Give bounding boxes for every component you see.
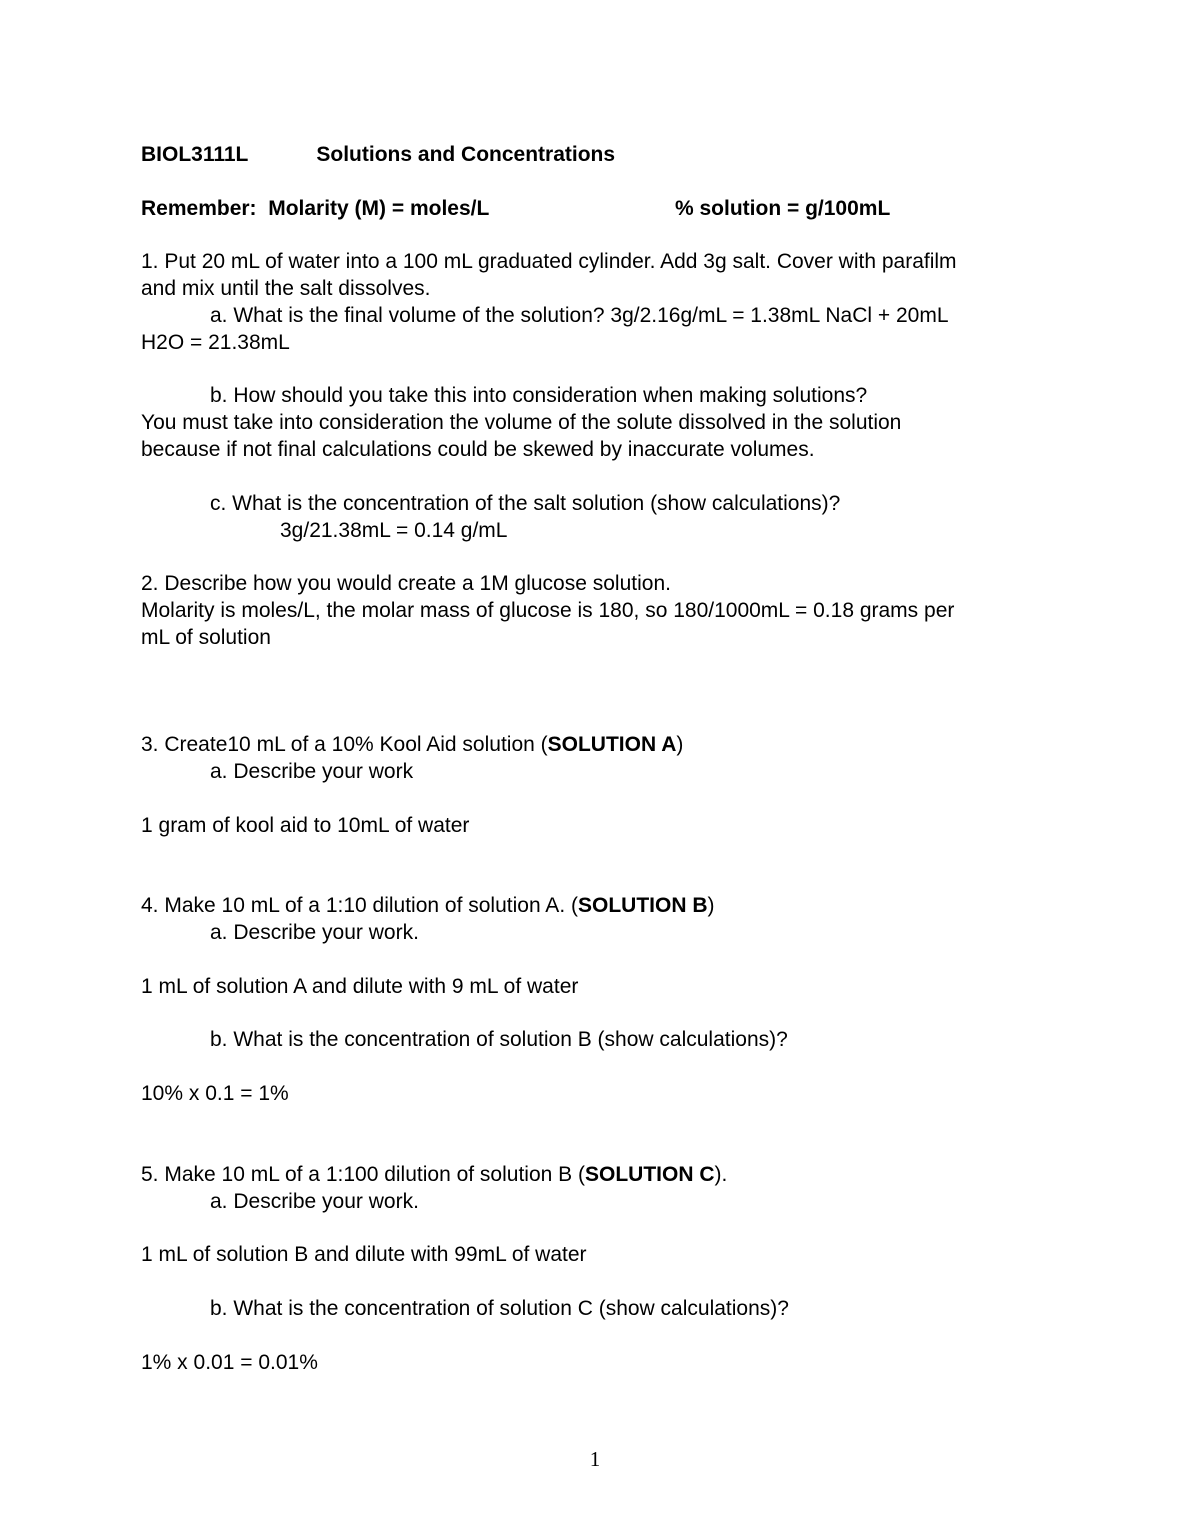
q1b-question: b. How should you take this into consideration when making solutions? (210, 384, 868, 407)
solution-b-label: SOLUTION B (577, 894, 708, 917)
page-number: 1 (589, 1447, 601, 1471)
q4b-answer: 10% x 0.1 = 1% (141, 1082, 289, 1105)
document-header (141, 141, 615, 168)
q1b-answer-line-2: because if not final calculations could be skewed by inaccurate volumes. (141, 438, 815, 461)
q3-prompt (141, 731, 683, 758)
q2-answer-line-2: mL of solution (141, 626, 271, 649)
q1-prompt-line-1: 1. Put 20 mL of water into a 100 mL graduated cylinder. Add 3g salt. Cover with parafilm (141, 250, 957, 273)
q1-prompt-line-2: and mix until the salt dissolves. (141, 277, 431, 300)
q3-prompt-text: 3. Create10 mL of a 10% Kool Aid solution ( (141, 733, 548, 756)
q5b-answer: 1% x 0.01 = 0.01% (141, 1351, 318, 1374)
q3a-answer: 1 gram of kool aid to 10mL of water (141, 814, 470, 837)
q5-prompt-close: ). (714, 1163, 728, 1186)
q5a-answer: 1 mL of solution B and dilute with 99mL of water (141, 1243, 587, 1266)
q5b-question: b. What is the concentration of solution C (show calculations)? (210, 1297, 789, 1320)
remember-line (141, 195, 1041, 222)
q3a-question: a. Describe your work (210, 760, 414, 783)
q1c-answer: 3g/21.38mL = 0.14 g/mL (280, 519, 508, 542)
q5a-question: a. Describe your work. (210, 1190, 419, 1213)
q1c-question: c. What is the concentration of the salt solution (show calculations)? (210, 492, 841, 515)
remember-molarity: Remember: Molarity (M) = moles/L (141, 197, 490, 220)
q1b-answer-line-1: You must take into consideration the volume of the solute dissolved in the solution (141, 411, 902, 434)
q4a-question: a. Describe your work. (210, 921, 419, 944)
solution-c-label: SOLUTION C (584, 1163, 715, 1186)
q3-prompt-close: ) (676, 733, 684, 756)
document-title: Solutions and Concentrations (316, 143, 616, 166)
q4-prompt (141, 892, 714, 919)
q4b-question: b. What is the concentration of solution B (show calculations)? (210, 1028, 788, 1051)
q4-prompt-close: ) (707, 894, 715, 917)
q1a-line-2: H2O = 21.38mL (141, 331, 290, 354)
remember-percent: % solution = g/100mL (675, 197, 891, 220)
q4a-answer: 1 mL of solution A and dilute with 9 mL of water (141, 975, 579, 998)
q2-answer-line-1: Molarity is moles/L, the molar mass of glucose is 180, so 180/1000mL = 0.18 grams per (141, 599, 955, 622)
q5-prompt (141, 1161, 727, 1188)
q5-prompt-text: 5. Make 10 mL of a 1:100 dilution of solution B ( (141, 1163, 585, 1186)
q2-prompt: 2. Describe how you would create a 1M glucose solution. (141, 572, 671, 595)
course-code: BIOL3111L (141, 143, 249, 166)
q4-prompt-text: 4. Make 10 mL of a 1:10 dilution of solution A. ( (141, 894, 578, 917)
q1a-line-1: a. What is the final volume of the solution? 3g/2.16g/mL = 1.38mL NaCl + 20mL (210, 304, 949, 327)
solution-a-label: SOLUTION A (547, 733, 677, 756)
